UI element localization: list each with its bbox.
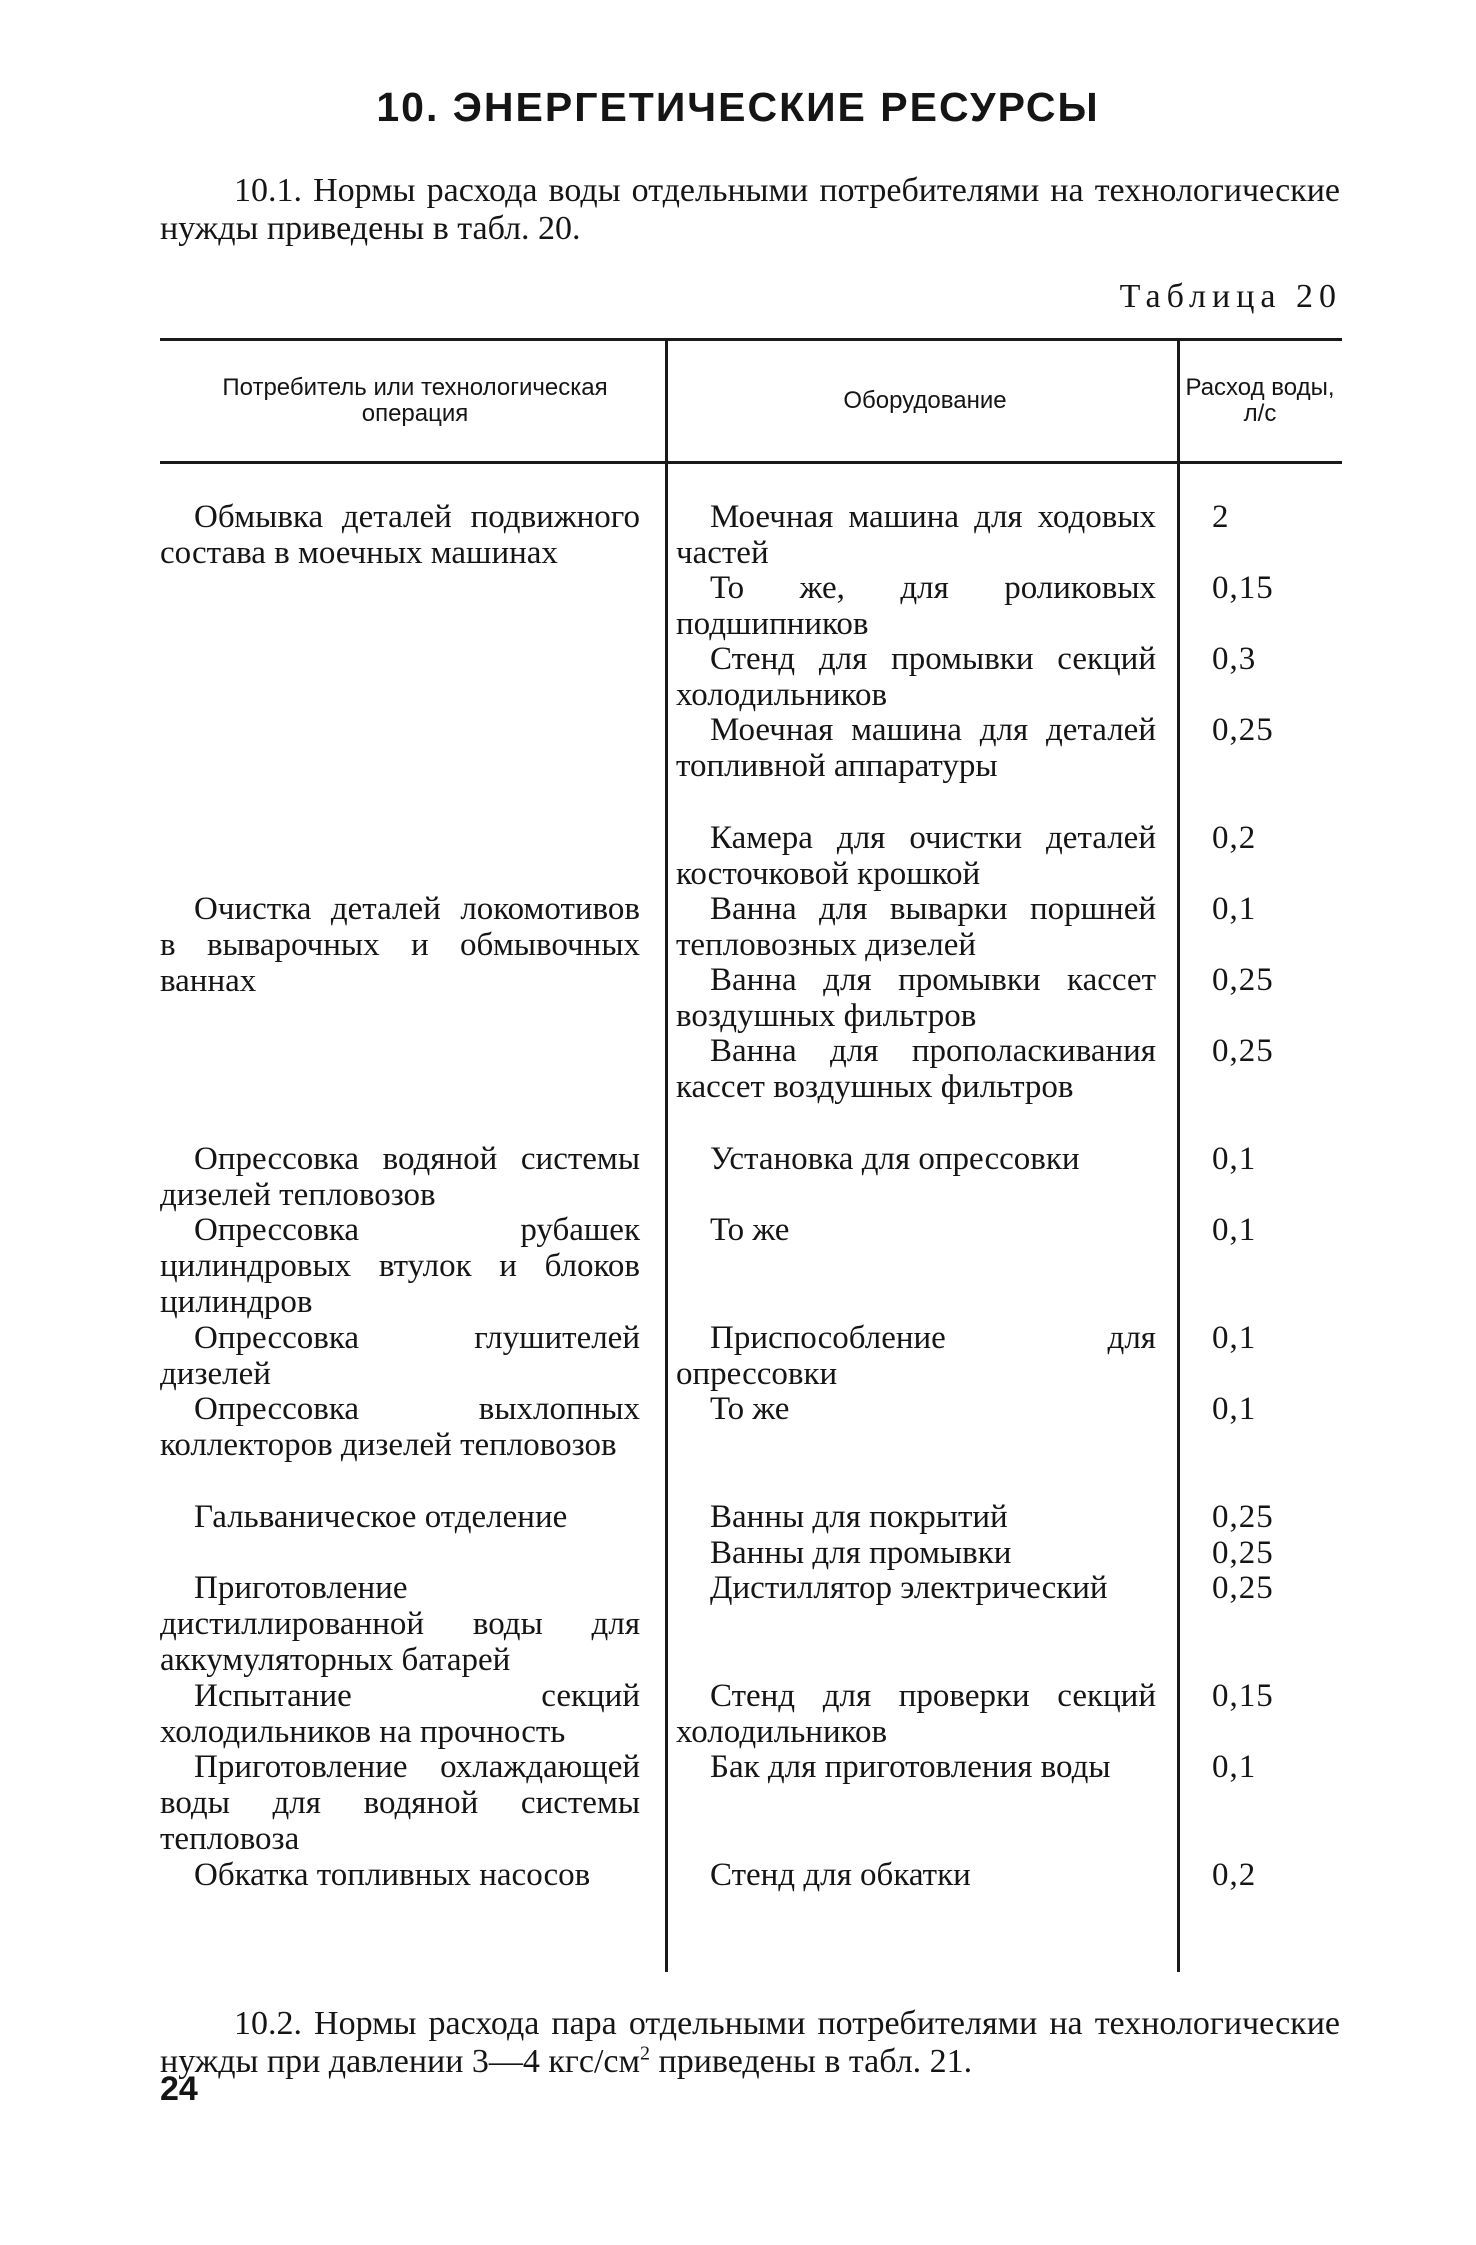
flow-cell: 2	[1212, 499, 1230, 535]
paragraph-10-2-main: 10.2. Нормы расхода пара отдельными потребителями на технологические нужды при давлении 3—4 кгс/см	[160, 2005, 1340, 2080]
equipment-cell: Ванна для промывки кассет воздушных фильтров	[676, 962, 1156, 1034]
equipment-cell: Приспособление для опрессовки	[676, 1320, 1156, 1392]
paragraph-10-1: 10.1. Нормы расхода воды отдельными потребителями на технологические нужды приведены в табл. 20.	[160, 172, 1340, 247]
equipment-cell: Ванна для выварки поршней тепловозных дизелей	[676, 891, 1156, 963]
operation-cell: Очистка деталей локомотивов в выварочных и обмывочных ваннах	[160, 891, 640, 999]
table-column-divider	[665, 340, 668, 1972]
operation-cell: Опрессовка водяной системы дизелей тепловозов	[160, 1141, 640, 1213]
header-flow: Расход воды, л/с	[1185, 374, 1335, 427]
operation-cell: Приготовление дистиллированной воды для аккумуляторных батарей	[160, 1570, 640, 1678]
table-header-rule	[160, 461, 1342, 464]
operation-cell: Испытание секций холодильников на прочность	[160, 1678, 640, 1750]
flow-cell: 0,25	[1212, 1535, 1274, 1571]
flow-cell: 0,1	[1212, 1141, 1257, 1177]
superscript-2: 2	[640, 2042, 651, 2065]
operation-cell: Опрессовка выхлопных коллекторов дизелей тепловозов	[160, 1391, 640, 1463]
flow-cell: 0,15	[1212, 570, 1274, 606]
flow-cell: 0,25	[1212, 1033, 1274, 1069]
equipment-cell: Ванны для промывки	[710, 1535, 1012, 1571]
equipment-cell: Камера для очистки деталей косточковой крошкой	[676, 820, 1156, 892]
table-caption: Таблица 20	[1119, 278, 1342, 315]
flow-cell: 0,1	[1212, 891, 1257, 927]
operation-cell: Опрессовка глушителей дизелей	[160, 1320, 640, 1392]
equipment-cell: Установка для опрессовки	[710, 1141, 1080, 1177]
page-number: 24	[160, 2070, 198, 2108]
flow-cell: 0,2	[1212, 1857, 1257, 1893]
equipment-cell: Ванны для покрытий	[710, 1499, 1008, 1535]
flow-cell: 0,1	[1212, 1212, 1257, 1248]
flow-cell: 0,25	[1212, 1499, 1274, 1535]
header-consumer: Потребитель или технологическая операция	[222, 374, 608, 427]
equipment-cell: Дистиллятор электрический	[710, 1570, 1108, 1606]
paragraph-10-2	[160, 2005, 1340, 2081]
equipment-cell: Бак для приготовления воды	[710, 1749, 1111, 1785]
equipment-cell: Стенд для промывки секций холодильников	[676, 641, 1156, 713]
operation-cell: Обмывка деталей подвижного состава в моечных машинах	[160, 499, 640, 571]
equipment-cell: Моечная машина для ходовых частей	[676, 499, 1156, 571]
table-column-divider	[1177, 340, 1180, 1972]
operation-cell: Обкатка топливных насосов	[194, 1857, 591, 1893]
equipment-cell: То же	[710, 1212, 790, 1248]
flow-cell: 0,3	[1212, 641, 1257, 677]
flow-cell: 0,1	[1212, 1391, 1257, 1427]
flow-cell: 0,25	[1212, 712, 1274, 748]
flow-cell: 0,15	[1212, 1678, 1274, 1714]
operation-cell: Опрессовка рубашек цилиндровых втулок и блоков цилиндров	[160, 1212, 640, 1320]
equipment-cell: Моечная машина для деталей топливной аппаратуры	[676, 712, 1156, 784]
flow-cell: 0,2	[1212, 820, 1257, 856]
flow-cell: 0,1	[1212, 1749, 1257, 1785]
equipment-cell: Стенд для проверки секций холодильников	[676, 1678, 1156, 1750]
header-equipment: Оборудование	[843, 387, 1007, 414]
section-title: 10. ЭНЕРГЕТИЧЕСКИЕ РЕСУРСЫ	[376, 84, 1100, 130]
equipment-cell: Стенд для обкатки	[710, 1857, 971, 1893]
flow-cell: 0,1	[1212, 1320, 1257, 1356]
operation-cell: Гальваническое отделение	[194, 1499, 568, 1535]
equipment-cell: Ванна для прополаскивания кассет воздушных фильтров	[676, 1033, 1156, 1105]
equipment-cell: То же	[710, 1391, 790, 1427]
flow-cell: 0,25	[1212, 962, 1274, 998]
operation-cell: Приготовление охлаждающей воды для водяной системы тепловоза	[160, 1749, 640, 1857]
flow-cell: 0,25	[1212, 1570, 1274, 1606]
paragraph-10-2-tail: приведены в табл. 21.	[650, 2043, 973, 2080]
equipment-cell: То же, для роликовых подшипников	[676, 570, 1156, 642]
